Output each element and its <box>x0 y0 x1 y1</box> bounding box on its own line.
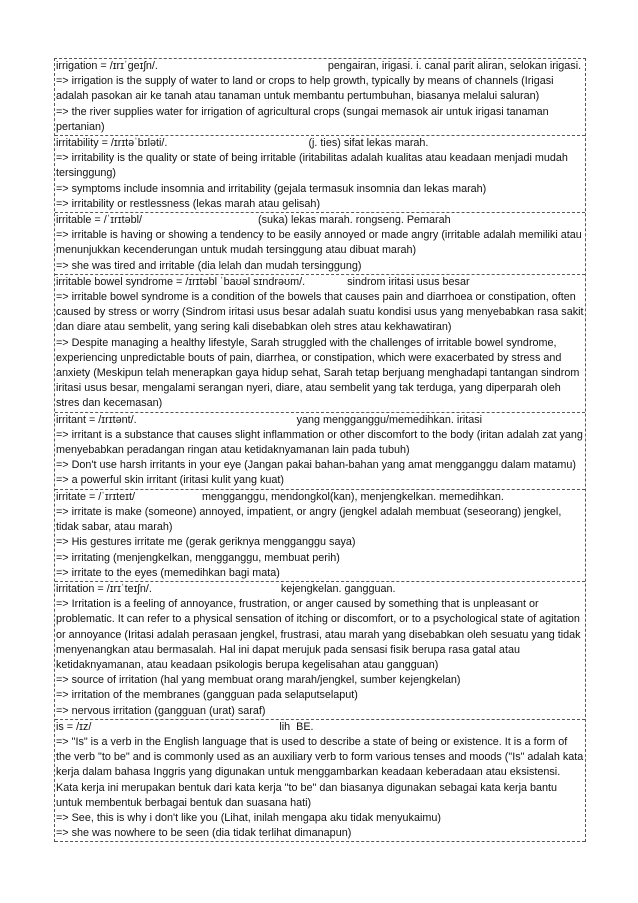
entry-term: irritate = /ˈɪrɪteɪt/ <box>56 490 136 503</box>
entry-example-line: => the river supplies water for irrigation of agricultural crops (sungai memasok air untuk irigasi tanaman pertanian) <box>56 105 549 133</box>
entry-example-line: => irritable is having or showing a tendency to be easily annoyed or made angry (irritable adalah memiliki atau menunjukkan kecenderungan untuk mudah tersinggung atau dibuat marah) <box>56 229 582 257</box>
entry-headword-line <box>56 490 584 505</box>
entry-example-line: => irritant is a substance that causes slight inflammation or other discomfort to the body (iritan adalah zat yang menyebabkan peradangan ringan atau ketidaknyamanan lain pada tubuh) <box>56 428 583 457</box>
entry-example-line: => symptoms include insomnia and irritability (gejala termasuk insomnia dan lekas marah) <box>56 182 487 195</box>
dictionary-page <box>54 58 586 842</box>
entry-headword-line <box>56 413 584 428</box>
entry-headword-line <box>56 720 584 735</box>
entry-example-line: => See, this is why i don't like you (Lihat, inilah mengapa aku tidak menyukaimu) <box>56 811 441 824</box>
entry-example-line: => irritability or restlessness (lekas marah atau gelisah) <box>56 197 321 210</box>
entry-translation: lih BE. <box>279 720 314 733</box>
entry-example-line: => Despite managing a healthy lifestyle, Sarah struggled with the challenges of irritable bowel syndrome, experiencing unpredictable bouts of pain, diarrhea, or constipation, which were exacerbated by stress and anxiety (Meskipun telah menerapkan gaya hidup sehat, Sarah tetap berjuang menghadapi tantangan sindrom iritasi usus besar, mengalami serangan nyeri, diare, atau sembelit yang tak terduga, yang diperparah oleh stres dan kecemasan) <box>56 336 580 410</box>
entry-example-line: => irritation of the membranes (gangguan pada selaputselaput) <box>56 689 358 702</box>
entry-term: is = /ɪz/ <box>56 720 92 733</box>
entry-translation: sindrom iritasi usus besar <box>347 275 470 288</box>
entry-translation: yang mengganggu/memedihkan. iritasi <box>296 413 483 426</box>
entry-example-line: => a powerful skin irritant (iritasi kulit yang kuat) <box>56 474 285 487</box>
entry-headword-line <box>56 213 584 228</box>
entry-example-line: => she was tired and irritable (dia lelah dan mudah tersinggung) <box>56 259 362 272</box>
dictionary-entry <box>55 490 585 582</box>
entry-term: irrigation = /ɪrɪˈɡeɪʃn/. <box>56 60 158 72</box>
entry-example-line: => irritable bowel syndrome is a condition of the bowels that causes pain and diarrhoea or constipation, often caused by stress or worry (Sindrom iritasi usus besar adalah suatu kondisi usus yang menyebabkan rasa sakit dan diare atau sembelit, yang sering kali disebabkan oleh stres atau kekhawatiran) <box>56 291 584 334</box>
entry-example-line: => nervous irritation (gangguan (urat) saraf) <box>56 704 266 717</box>
entry-term: irritation = /ɪrɪˈteɪʃn/. <box>56 582 152 595</box>
entry-translation: (j. ties) sifat lekas marah. <box>308 137 429 150</box>
entry-example-line: => irritate to the eyes (memedihkan bagi mata) <box>56 566 280 579</box>
entry-translation: kejengkelan. gangguan. <box>280 582 396 595</box>
entry-example-line: => His gestures irritate me (gerak geriknya mengganggu saya) <box>56 536 356 549</box>
entry-translation: pengairan, irigasi. i. canal parit aliran, selokan irigasi. <box>327 60 582 72</box>
entry-example-line: => irritability is the quality or state of being irritable (iritabilitas adalah kualitas atau keadaan menjadi mudah tersinggung) <box>56 152 568 180</box>
dictionary-entry <box>55 136 585 213</box>
entry-example-line: => irritating (menjengkelkan, mengganggu, membuat perih) <box>56 551 340 564</box>
dictionary-entry <box>55 720 585 843</box>
dictionary-entry <box>55 59 585 136</box>
entry-example-line: => irritate is make (someone) annoyed, impatient, or angry (jengkel adalah membuat (seseorang) jengkel, tidak sabar, atau marah) <box>56 505 562 534</box>
entry-headword-line <box>56 136 584 151</box>
entry-headword-line <box>56 275 584 290</box>
entry-example-line: => Irritation is a feeling of annoyance, frustration, or anger caused by something that is unpleasant or problematic. It can refer to a physical sensation of itching or discomfort, or to a psychological state of agitation or annoyance (Iritasi adalah perasaan jengkel, frustrasi, atau marah yang disebabkan oleh sesuatu yang tidak menyenangkan atau bermasalah. Hal ini dapat merujuk pada sensasi fisik berupa rasa gatal atau ketidaknyamanan, atau keadaan psikologis berupa kegelisahan atau gangguan) <box>56 598 581 671</box>
entry-headword-line <box>56 582 584 597</box>
entry-translation: mengganggu, mendongkol(kan), menjengkelkan. memedihkan. <box>202 490 504 503</box>
dictionary-entry <box>55 582 585 720</box>
entry-translation: (suka) lekas marah. rongseng. Pemarah <box>258 214 451 227</box>
entry-term: irritability = /ɪrɪtəˈbɪləti/. <box>56 137 168 150</box>
entry-example-line: => "Is" is a verb in the English language that is used to describe a state of being or existence. It is a form of the verb "to be" and is commonly used as an auxiliary verb to form various tenses and moods ("Is" adalah kata kerja dalam bahasa Inggris yang digunakan untuk menggambarkan keadaan keberadaan atau eksistensi. Kata kerja ini merupakan bentuk dari kata kerja "to be" dan biasanya digunakan sebagai kata kerja bantu untuk membentuk berbagai bentuk dan suasana hati) <box>56 735 584 809</box>
dictionary-entry <box>55 275 585 413</box>
entry-example-line: => Don't use harsh irritants in your eye (Jangan pakai bahan-bahan yang amat mengganggu dalam matamu) <box>56 459 577 472</box>
dictionary-entry <box>55 413 585 490</box>
entry-term: irritable = /ˈɪrɪtəbl/ <box>56 214 142 227</box>
entry-example-line: => irrigation is the supply of water to land or crops to help growth, typically by means of channels (Irigasi adalah pasokan air ke tanah atau tanaman untuk membantu pertumbuhan, biasanya melalui saluran) <box>56 75 554 103</box>
entry-example-line: => she was nowhere to be seen (dia tidak terlihat dimanapun) <box>56 827 352 840</box>
entry-headword-line <box>56 59 584 74</box>
dictionary-entry <box>55 213 585 275</box>
entry-example-line: => source of irritation (hal yang membuat orang marah/jengkel, sumber kejengkelan) <box>56 674 461 687</box>
entry-term: irritable bowel syndrome = /ɪrɪtəbl ˈbaʊəl sɪndrəʊm/. <box>56 275 306 288</box>
entry-term: irritant = /ɪrɪtənt/. <box>56 413 137 426</box>
